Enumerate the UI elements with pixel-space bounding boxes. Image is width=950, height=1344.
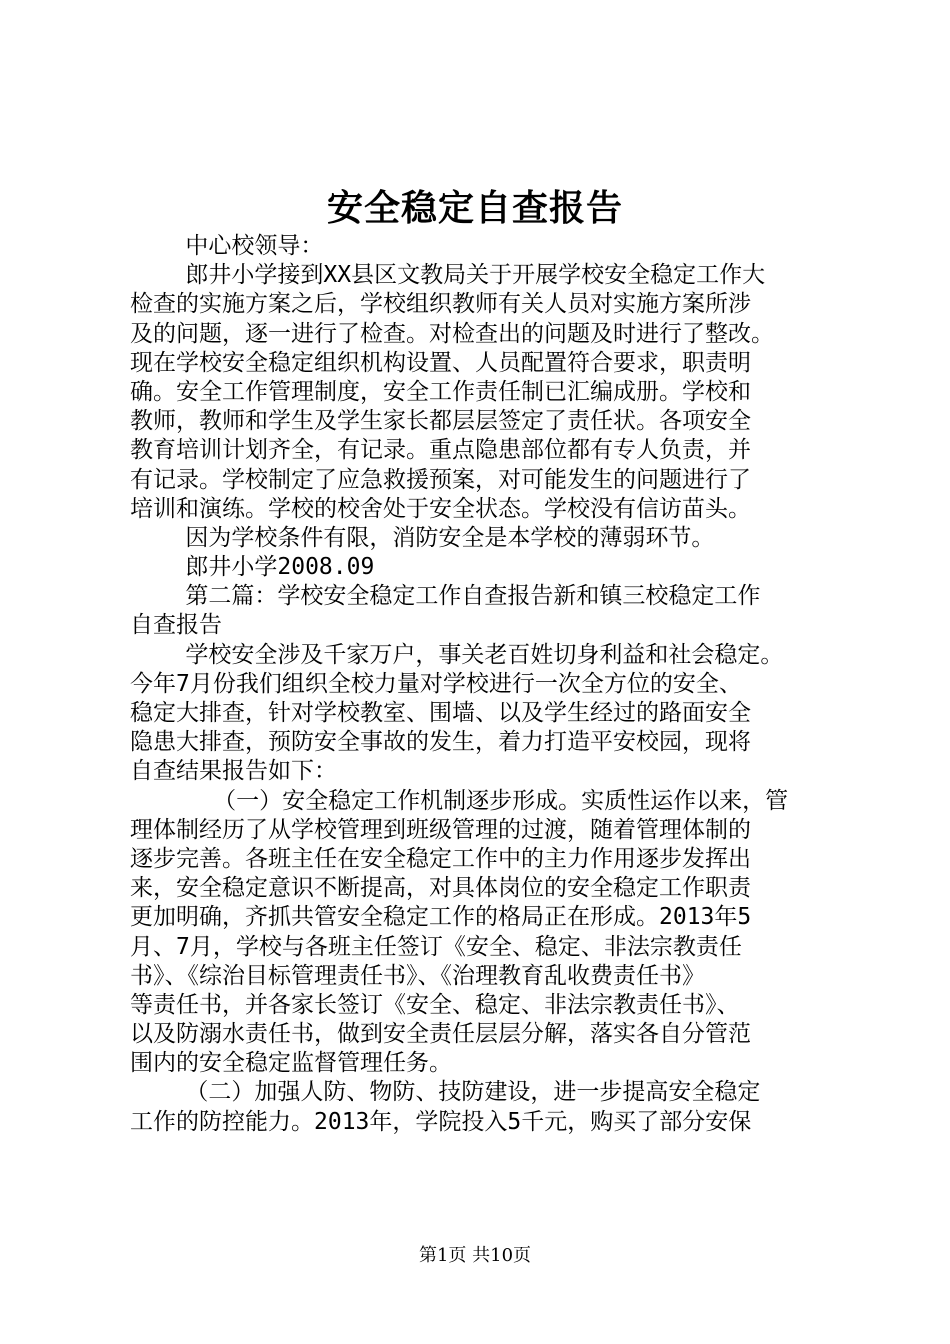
text-line: 来，安全稳定意识不断提高，对具体岗位的安全稳定工作职责: [130, 875, 751, 902]
text-line: 及的问题，逐一进行了检查。对检查出的问题及时进行了整改。: [130, 320, 774, 347]
document-body: [130, 232, 848, 1137]
text-line: 逐步完善。各班主任在安全稳定工作中的主力作用逐步发挥出: [130, 845, 751, 872]
text-line: 培训和演练。学校的校舍处于安全状态。学校没有信访苗头。: [130, 495, 751, 522]
text-line: 更加明确，齐抓共管安全稳定工作的格局正在形成。2013年5: [130, 904, 752, 931]
text-line: 确。安全工作管理制度，安全工作责任制已汇编成册。学校和: [130, 378, 751, 405]
text-line: 等责任书，并各家长签订《安全、稳定、非法宗教责任书》、: [130, 991, 740, 1018]
text-line: 中心校领导：: [130, 233, 324, 259]
text-line: 郎井小学2008.09: [130, 554, 375, 581]
text-line: 自查报告: [130, 612, 222, 639]
text-line: 教育培训计划齐全，有记录。重点隐患部位都有专人负责，并: [130, 437, 751, 464]
text-line: 有记录。学校制定了应急救援预案，对可能发生的问题进行了: [130, 466, 751, 493]
text-line: 第二篇：学校安全稳定工作自查报告新和镇三校稳定工作: [130, 583, 761, 610]
text-line: （一）安全稳定工作机制逐步形成。实质性运作以来，管: [130, 787, 789, 814]
page-footer: 第1页 共10页: [418, 1245, 532, 1266]
text-line: 工作的防控能力。2013年，学院投入5千元，购买了部分安保: [130, 1108, 752, 1135]
text-line: 自查结果报告如下：: [130, 758, 337, 785]
text-line: 隐患大排查，预防安全事故的发生，着力打造平安校园，现将: [130, 729, 751, 756]
text-line: 今年7月份我们组织全校力量对学校进行一次全方位的安全、: [130, 670, 742, 697]
text-line: 稳定大排查，针对学校教室、围墙、以及学生经过的路面安全: [130, 700, 751, 726]
text-line: 理体制经历了从学校管理到班级管理的过渡，随着管理体制的: [130, 816, 751, 843]
text-line: 郎井小学接到XX县区文教局关于开展学校安全稳定工作大: [130, 262, 766, 289]
text-line: 检查的实施方案之后，学校组织教师有关人员对实施方案所涉: [130, 291, 751, 318]
text-line: 围内的安全稳定监督管理任务。: [130, 1050, 452, 1077]
text-line: 以及防溺水责任书，做到安全责任层层分解，落实各自分管范: [130, 1021, 751, 1048]
text-line: 书》、《综治目标管理责任书》、《治理教育乱收费责任书》: [130, 962, 705, 989]
text-line: 因为学校条件有限，消防安全是本学校的薄弱环节。: [130, 524, 715, 551]
text-line: 现在学校安全稳定组织机构设置、人员配置符合要求，职责明: [130, 349, 751, 376]
text-line: 学校安全涉及千家万户，事关老百姓切身利益和社会稳定。: [130, 641, 784, 668]
document-title: 安全稳定自查报告: [326, 187, 623, 229]
text-line: 教师，教师和学生及学生家长都层层签定了责任状。各项安全: [130, 408, 751, 435]
text-line: 月、7月，学校与各班主任签订《安全、稳定、非法宗教责任: [130, 933, 742, 960]
text-line: （二）加强人防、物防、技防建设，进一步提高安全稳定: [130, 1079, 761, 1106]
